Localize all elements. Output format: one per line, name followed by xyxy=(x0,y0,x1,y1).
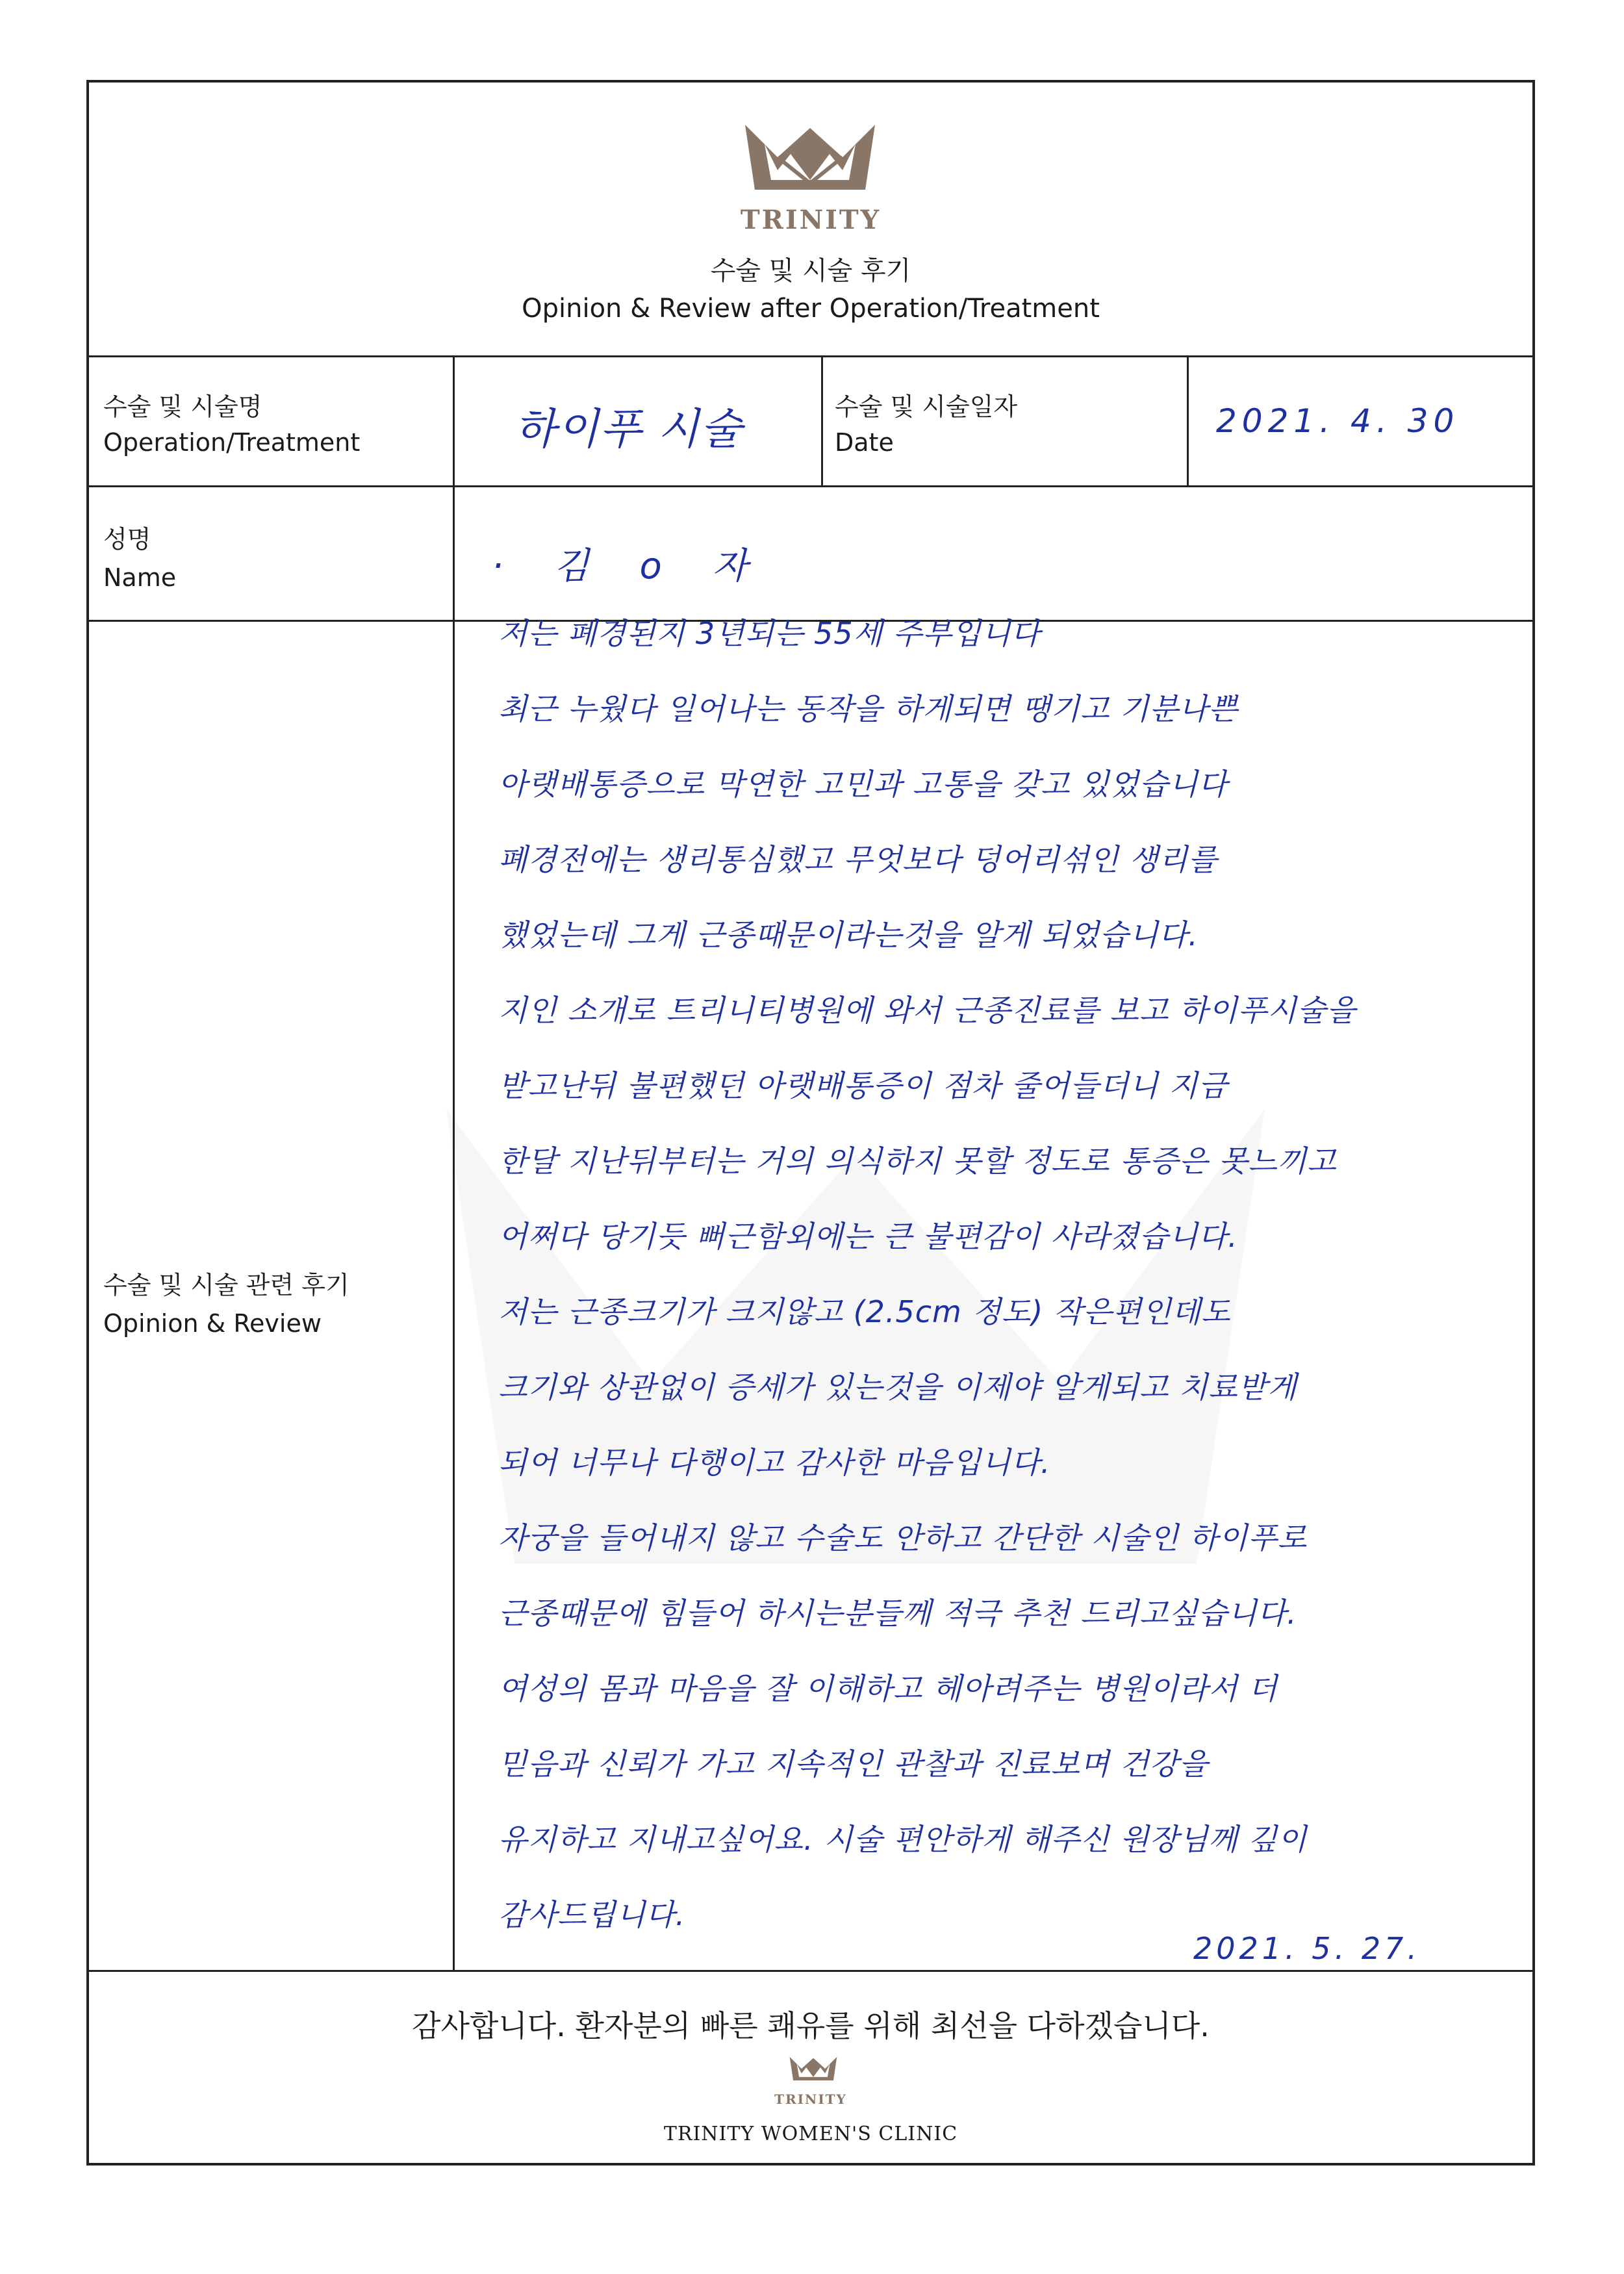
form-header xyxy=(89,83,1532,355)
operation-label-english: Operation/Treatment xyxy=(103,428,361,457)
review-line: 근종때문에 힘들어 하시는분들께 적극 추천 드리고싶습니다. xyxy=(498,1596,1297,1631)
review-line: 한달 지난뒤부터는 거의 의식하지 못할 정도로 통증은 못느끼고 xyxy=(498,1143,1337,1179)
review-label-english: Opinion & Review xyxy=(103,1309,322,1338)
review-line: 지인 소개로 트리니티병원에 와서 근종진료를 보고 하이푸시술을 xyxy=(498,993,1356,1028)
divider xyxy=(89,485,1532,487)
review-line: 감사드립니다. xyxy=(498,1897,686,1932)
divider xyxy=(89,1970,1532,1972)
review-label-korean: 수술 및 시술 관련 후기 xyxy=(103,1271,349,1299)
clinic-name: TRINITY WOMEN'S CLINIC xyxy=(663,2123,958,2145)
divider xyxy=(821,355,823,485)
trinity-crown-logo-icon xyxy=(787,2052,839,2085)
brand-name: TRINITY xyxy=(740,205,882,235)
form-title-korean: 수술 및 시술 후기 xyxy=(710,256,911,286)
review-line: 되어 너무나 다행이고 감사한 마음입니다. xyxy=(498,1445,1051,1480)
name-label-korean: 성명 xyxy=(103,525,151,554)
review-line: 아랫배통증으로 막연한 고민과 고통을 갖고 있었습니다 xyxy=(498,767,1228,802)
review-line: 저는 폐경된지 3년되는 55세 주부입니다 xyxy=(498,616,1041,651)
review-line: 어쩌다 당기듯 뻐근함외에는 큰 불편감이 사라졌습니다. xyxy=(498,1219,1238,1254)
review-line: 여성의 몸과 마음을 잘 이해하고 헤아려주는 병원이라서 더 xyxy=(498,1671,1278,1706)
review-form xyxy=(86,80,1535,2165)
trinity-crown-logo-icon xyxy=(739,118,882,196)
footer-message: 감사합니다. 환자분의 빠른 쾌유를 위해 최선을 다하겠습니다. xyxy=(412,2008,1210,2043)
date-label-korean: 수술 및 시술일자 xyxy=(835,392,1018,421)
review-line: 유지하고 지내고싶어요. 시술 편안하게 해주신 원장님께 깊이 xyxy=(498,1822,1308,1857)
date-label-english: Date xyxy=(835,428,894,457)
review-text xyxy=(498,596,1512,1952)
divider xyxy=(453,355,455,1970)
operation-label-korean: 수술 및 시술명 xyxy=(103,392,262,421)
footer-brand: TRINITY xyxy=(774,2091,847,2107)
review-line: 폐경전에는 생리통심했고 무엇보다 덩어리섞인 생리를 xyxy=(498,842,1218,877)
review-line: 크기와 상관없이 증세가 있는것을 이제야 알게되고 치료받게 xyxy=(498,1370,1297,1405)
review-line: 믿음과 신뢰가 가고 지속적인 관찰과 진료보며 건강을 xyxy=(498,1746,1209,1782)
review-line: 저는 근종크기가 크지않고 (2.5cm 정도) 작은편인데도 xyxy=(498,1294,1231,1329)
name-label-english: Name xyxy=(103,563,177,592)
operation-value: 하이푸 시술 xyxy=(514,404,743,454)
review-line: 최근 누웠다 일어나는 동작을 하게되면 땡기고 기분나쁜 xyxy=(498,691,1238,726)
divider xyxy=(89,355,1532,357)
signed-date: 2021. 5. 27. xyxy=(1193,1931,1421,1966)
divider xyxy=(1187,355,1189,485)
review-line: 받고난뒤 불편했던 아랫배통증이 점차 줄어들더니 지금 xyxy=(498,1068,1228,1103)
patient-name-value: · 김 o 자 xyxy=(492,545,767,587)
form-title-english: Opinion & Review after Operation/Treatment xyxy=(522,294,1100,324)
review-line: 자궁을 들어내지 않고 수술도 안하고 간단한 시술인 하이푸로 xyxy=(498,1520,1308,1555)
review-line: 했었는데 그게 근종때문이라는것을 알게 되었습니다. xyxy=(498,917,1199,952)
treatment-date-value: 2021. 4. 30 xyxy=(1216,402,1460,440)
